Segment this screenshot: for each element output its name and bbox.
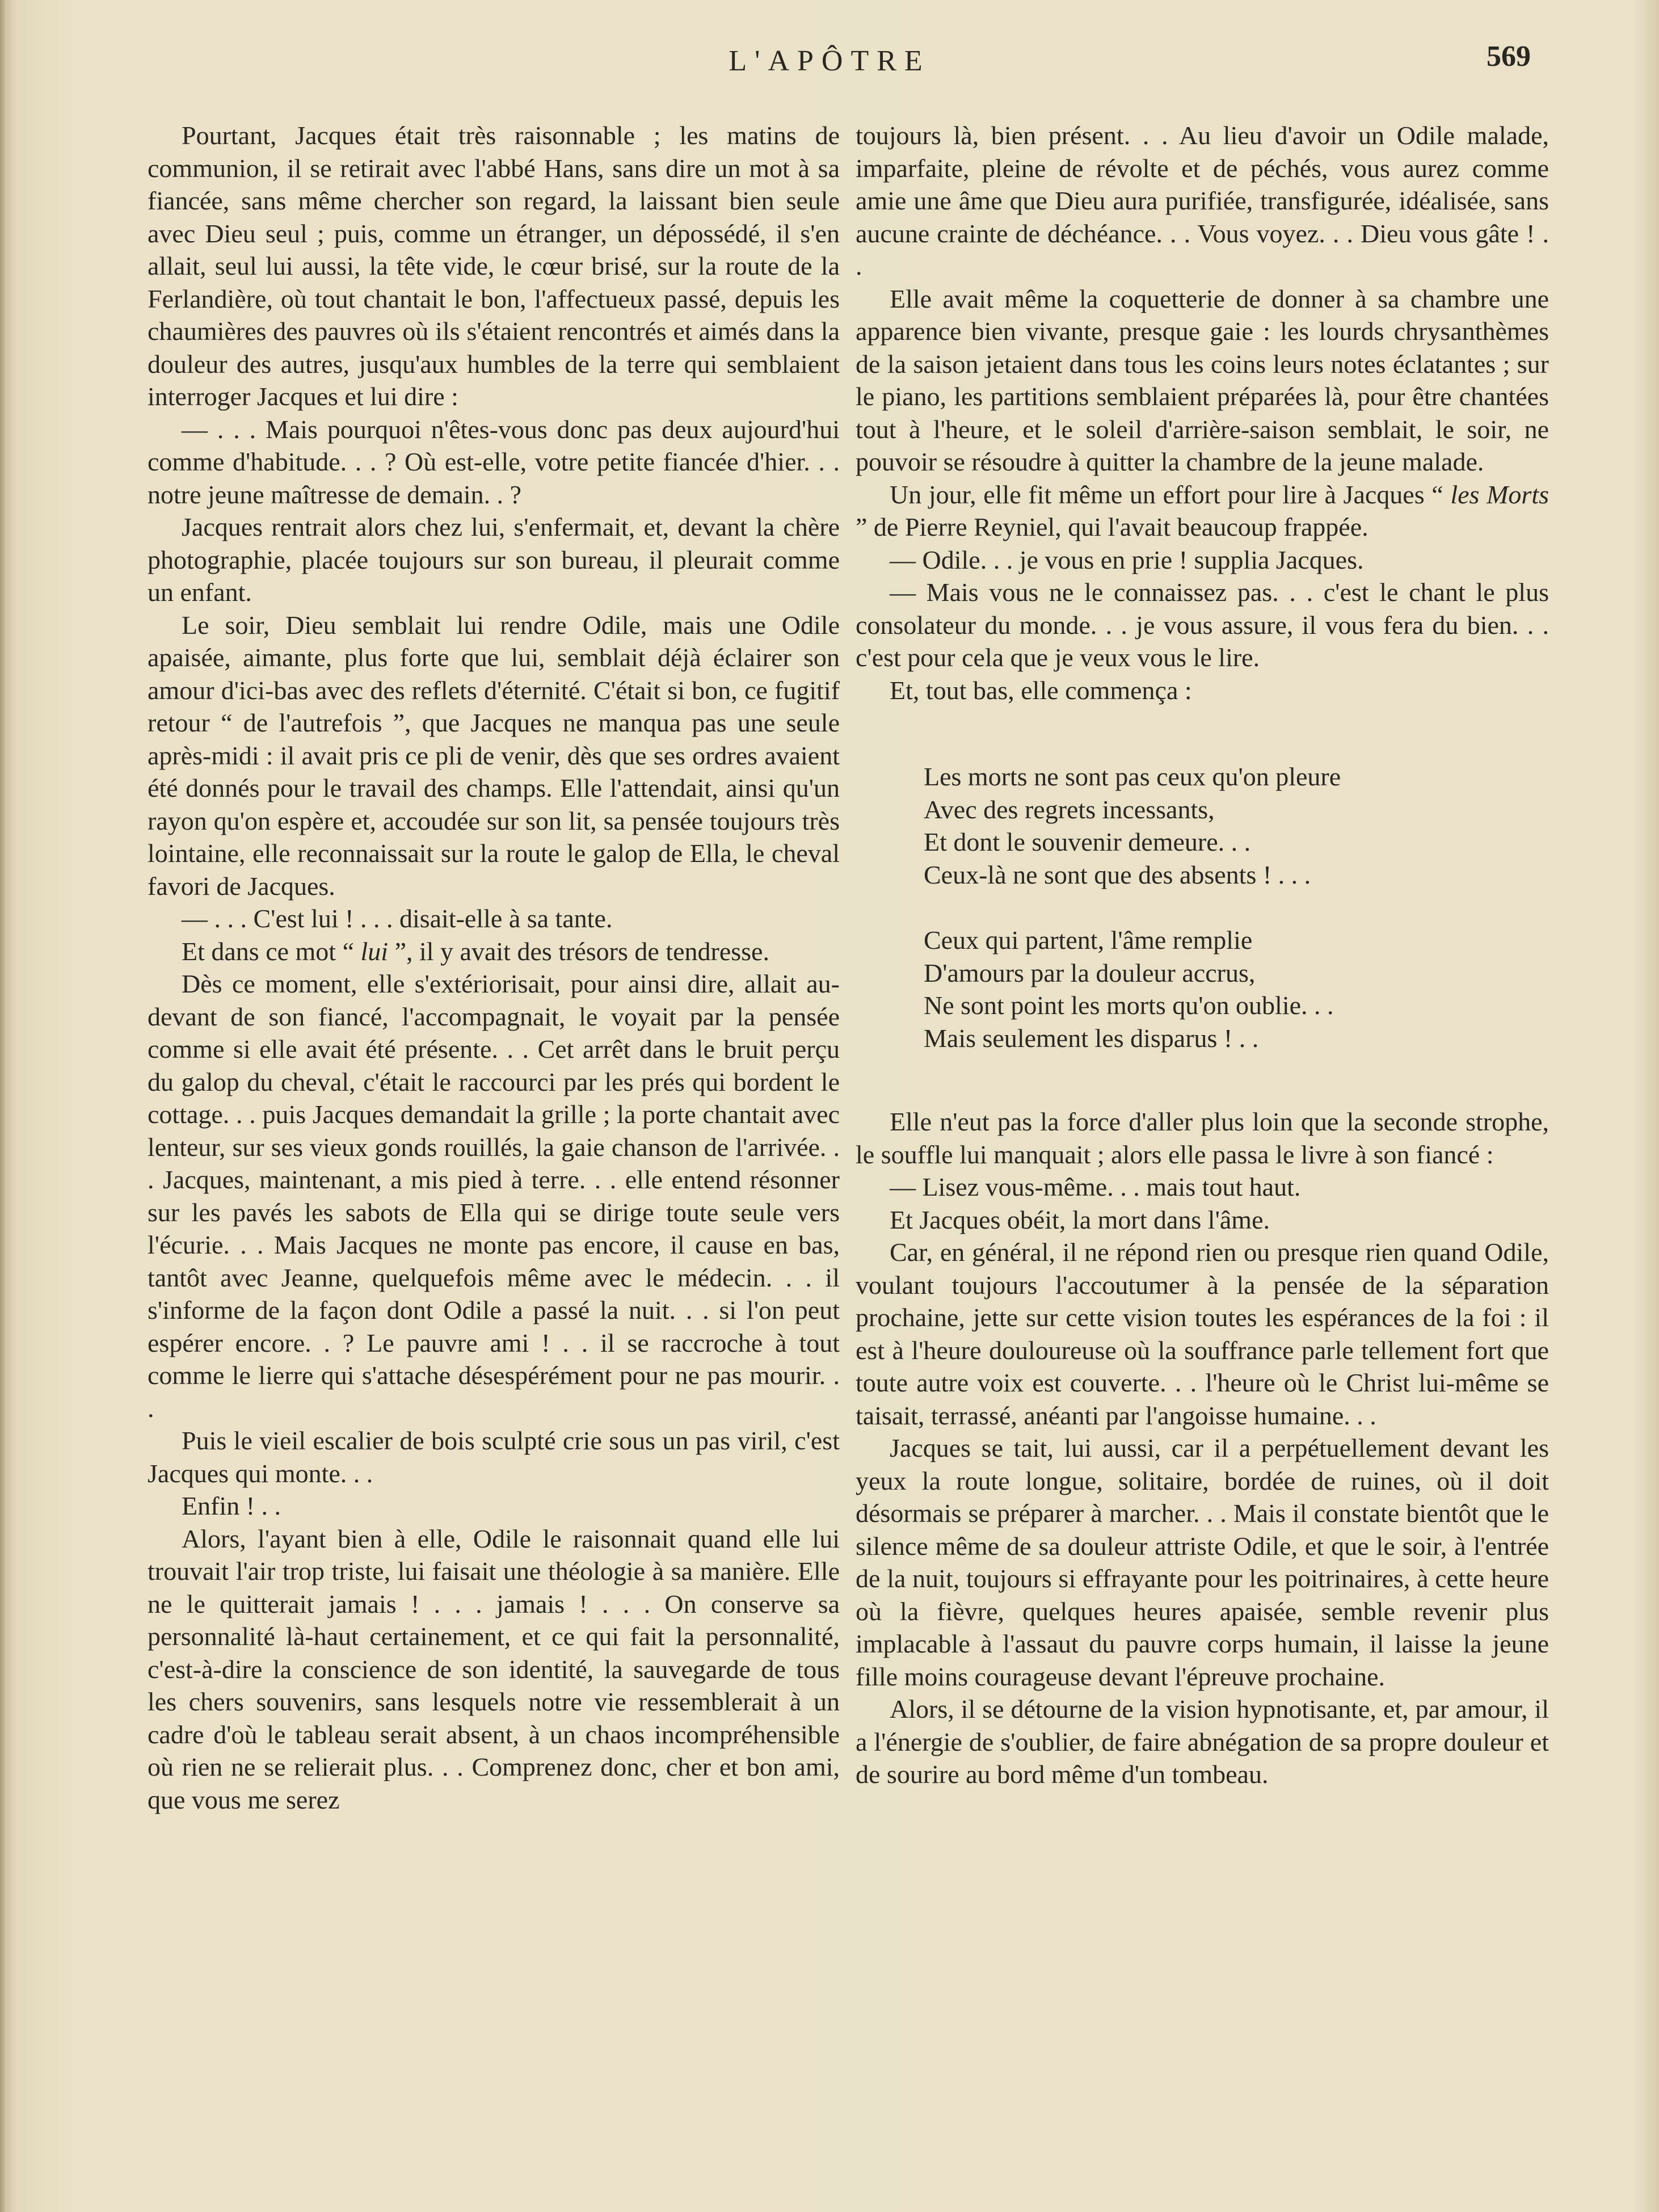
paragraph: Dès ce moment, elle s'extériorisait, pour ainsi dire, allait au-devant de son fiancé, l'accompagnait, le voyait par la pensée comme si elle avait été présente. . . Cet arrêt dans le bruit perçu du galop du cheval, c'était le raccourci par les prés qui bordent le cottage. . . puis Jacques demandait la grille ; la porte chantait avec lenteur, sur ses vieux gonds rouillés, la gaie chanson de l'arrivée. . . Jacques, maintenant, a mis pied à terre. . . elle entend résonner sur les pavés les sabots de Ella qui se dirige toute seule vers l'écurie. . . Mais Jacques ne monte pas encore, il cause en bas, tantôt avec Jeanne, quelquefois même avec le médecin. . . il s'informe de la façon dont Odile a passé la nuit. . . si l'on peut espérer encore. . ? Le pauvre ami ! . . il se raccroche à tout comme le lierre qui s'attache désespérément pour ne pas mourir. . .	[148, 969, 840, 1423]
text-run: Et dans ce mot “	[182, 936, 361, 966]
poem-verse: Les morts ne sont pas ceux qu'on pleure	[924, 762, 1341, 791]
poem-stanza	[924, 760, 1549, 891]
poem-verse: Avec des regrets incessants,	[924, 794, 1215, 824]
paragraph: Enfin ! . .	[182, 1491, 281, 1520]
paragraph: Et Jacques obéit, la mort dans l'âme.	[890, 1205, 1270, 1234]
paragraph: Alors, il se détourne de la vision hypnotisante, et, par amour, il a l'énergie de s'oublier, de faire abnégation de sa propre douleur et de sourire au bord même d'un tombeau.	[856, 1694, 1549, 1789]
paragraph: Jacques se tait, lui aussi, car il a perpétuellement devant les yeux la route longue, solitaire, bordée de ruines, où il doit désormais se préparer à marcher. . . Mais il constate bientôt que le silence même de sa douleur attriste Odile, et que le soir, à l'entrée de la nuit, toujours si effrayante pour les poitrinaires, à cette heure où la fièvre, quelques heures apaisée, semble revenir plus implacable à l'assaut du pauvre corps humain, il laisse la jeune fille moins courageuse devant l'épreuve prochaine.	[856, 1433, 1549, 1691]
dialogue-line: — . . . Mais pourquoi n'êtes-vous donc pas deux aujourd'hui comme d'habitude. . . ? Où est-elle, votre petite fiancée d'hier. . . notre jeune maîtresse de demain. . ?	[148, 414, 840, 509]
right-column	[856, 119, 1549, 1791]
left-column	[148, 119, 840, 1816]
paragraph-continued: toujours là, bien présent. . . Au lieu d'avoir un Odile malade, imparfaite, pleine de révolte et de péchés, vous aurez comme amie une âme que Dieu aura purifiée, transfigurée, idéalisée, sans aucune crainte de déchéance. . . Vous voyez. . . Dieu vous gâte ! . .	[856, 121, 1549, 280]
paragraph: Et, tout bas, elle commença :	[890, 675, 1192, 705]
italic-word: lui	[360, 936, 389, 966]
paragraph	[856, 478, 1549, 544]
paragraph: Le soir, Dieu semblait lui rendre Odile, mais une Odile apaisée, aimante, plus forte que lui, semblait déjà éclairer son amour d'ici-bas avec des reflets d'éternité. C'était si bon, ce fugitif retour “ de l'autrefois ”, que Jacques ne manqua pas une seule après-midi : il avait pris ce pli de venir, dès que ses ordres avaient été donnés pour le travail des champs. Elle l'attendait, ainsi qu'un rayon qu'on espère et, accoudée sur son lit, sa pensée toujours très lointaine, elle reconnaissait sur la route le galop de Ella, le cheval favori de Jacques.	[148, 610, 840, 901]
dialogue-line: — . . . C'est lui ! . . . disait-elle à sa tante.	[182, 904, 613, 933]
poem-verse: Ceux-là ne sont que des absents ! . . .	[924, 860, 1311, 889]
paragraph	[148, 935, 840, 968]
poem-verse: Ne sont point les morts qu'on oublie. . .	[924, 991, 1334, 1020]
paragraph: Jacques rentrait alors chez lui, s'enfermait, et, devant la chère photographie, placée toujours sur son bureau, il pleurait comme un enfant.	[148, 512, 840, 607]
paragraph: Car, en général, il ne répond rien ou presque rien quand Odile, voulant toujours l'accoutumer à la pensée de la séparation prochaine, jette sur cette vision toutes les espérances de la foi : il est à l'heure douloureuse où la souffrance parle tellement fort que toute autre voix est couverte. . . l'heure où le Christ lui-même se taisait, terrassé, anéanti par l'angoisse humaine. . .	[856, 1238, 1549, 1430]
poem-verse: Mais seulement les disparus ! . .	[924, 1023, 1259, 1053]
running-head: L'APÔTRE	[729, 45, 930, 77]
paragraph: Pourtant, Jacques était très raisonnable ; les matins de communion, il se retirait avec l'abbé Hans, sans dire un mot à sa fiancée, sans même chercher son regard, la laissant bien seule avec Dieu seul ; puis, comme un étranger, un dépossédé, il s'en allait, seul lui aussi, la tête vide, le cœur brisé, sur la route de la Ferlandière, où tout chantait le bon, l'affectueux passé, depuis les chaumières des pauvres où ils s'étaient rencontrés et aimés dans la douleur des autres, jusqu'aux humbles de la terre qui semblaient interroger Jacques et lui dire :	[148, 121, 840, 411]
dialogue-line: — Lisez vous-même. . . mais tout haut.	[890, 1172, 1301, 1201]
paragraph: Alors, l'ayant bien à elle, Odile le raisonnait quand elle lui trouvait l'air trop triste, lui faisait une théologie à sa manière. Elle ne le quitterait jamais ! . . . jamais ! . . . On conserve sa personnalité là-haut certainement, et ce qui fait la personnalité, c'est-à-dire la conscience de son identité, la sauvegarde de tous les chers souvenirs, sans lesquels notre vie ressemblerait à un cadre d'où le tableau serait absent, à un chaos incompréhensible où rien ne se relierait plus. . . Comprenez donc, cher et bon ami, que vous me serez	[148, 1524, 840, 1814]
text-run: ”, il y avait des trésors de tendresse.	[388, 936, 769, 966]
text-run: Un jour, elle fit même un effort pour lire à Jacques “	[890, 480, 1451, 509]
poem-verse: D'amours par la douleur accrus,	[924, 958, 1256, 987]
paragraph: Puis le vieil escalier de bois sculpté crie sous un pas viril, c'est Jacques qui monte. . .	[148, 1426, 840, 1488]
page-number: 569	[1487, 40, 1531, 73]
text-run: ” de Pierre Reyniel, qui l'avait beaucoup frappée.	[856, 512, 1369, 541]
italic-title: les Morts	[1450, 480, 1549, 509]
poem-stanza	[924, 924, 1549, 1054]
dialogue-line: — Mais vous ne le connaissez pas. . . c'est le chant le plus consolateur du monde. . . je vous assure, il vous fera du bien. . . c'est pour cela que je veux vous le lire.	[856, 578, 1549, 672]
dialogue-line: — Odile. . . je vous en prie ! supplia Jacques.	[890, 545, 1364, 574]
poem-verse: Et dont le souvenir demeure. . .	[924, 827, 1251, 856]
poem	[856, 760, 1549, 1054]
paragraph: Elle avait même la coquetterie de donner à sa chambre une apparence bien vivante, presque gaie : les lourds chrysanthèmes de la saison jetaient dans tous les coins leurs notes éclatantes ; sur le piano, les partitions semblaient préparées là, pour être chantées tout à l'heure, et le soleil d'arrière-saison semblait, le soir, ne pouvoir se résoudre à quitter la chambre de la jeune malade.	[856, 284, 1549, 476]
poem-verse: Ceux qui partent, l'âme remplie	[924, 926, 1253, 954]
paragraph: Elle n'eut pas la force d'aller plus loin que la seconde strophe, le souffle lui manquait ; alors elle passa le livre à son fiancé :	[856, 1107, 1549, 1169]
